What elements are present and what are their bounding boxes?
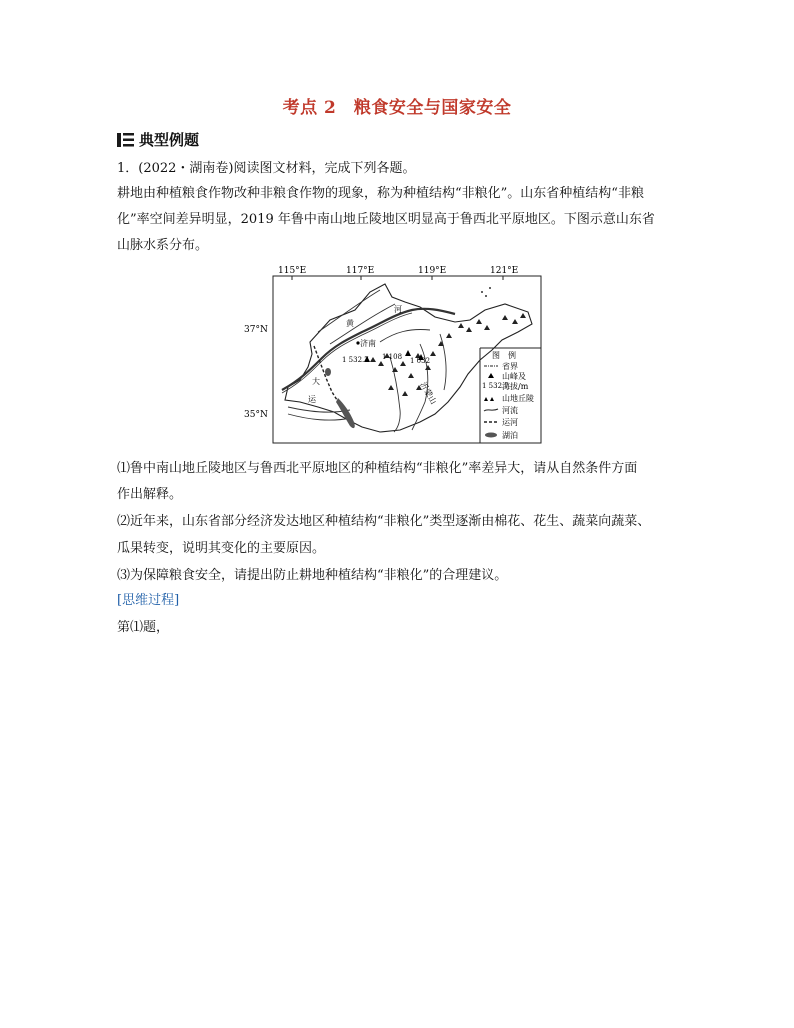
mountain-label: 沂蒙山 xyxy=(418,380,439,406)
passage-line-1: 耕地由种植粮食作物改种非粮食作物的现象，称为种植结构“非粮化”。山东省种植结构“非粮 xyxy=(117,186,644,201)
list-icon xyxy=(117,133,134,147)
legend-item-canal: 运河 xyxy=(502,418,518,427)
lat-label-35: 35°N xyxy=(244,410,268,420)
lon-label-115: 115°E xyxy=(278,266,307,276)
river-label-he: 河 xyxy=(394,305,402,314)
legend-title: 图 例 xyxy=(492,351,516,360)
answer-start: 第⑴题， xyxy=(117,620,170,635)
subquestion-1-line-1: ⑴鲁中南山地丘陵地区与鲁西北平原地区的种植结构“非粮化”率差异大，请从自然条件方面 xyxy=(117,461,638,476)
legend-item-border: 省界 xyxy=(502,362,518,371)
passage-line-2: 化”率空间差异明显，2019 年鲁中南山地丘陵地区明显高于鲁西北平原地区。下图示意山东省 xyxy=(117,212,655,227)
canal-label-2: 运 xyxy=(308,395,316,404)
lon-label-117: 117°E xyxy=(346,266,375,276)
question-intro: 1．(2022・湖南卷)阅读图文材料，完成下列各题。 xyxy=(117,161,416,176)
legend-item-river: 河流 xyxy=(502,406,518,415)
subquestion-2-line-1: ⑵近年来，山东省部分经济发达地区种植结构“非粮化”类型逐渐由棉花、花生、蔬菜向蔬菜、 xyxy=(117,514,651,529)
subquestion-1-line-2: 作出解释。 xyxy=(117,487,183,502)
legend-item-hills: 山地丘陵 xyxy=(502,394,534,403)
legend-item-peak: 山峰及 xyxy=(502,372,526,381)
peak-label-2: 1 108 xyxy=(382,353,403,361)
thinking-process-heading: [思维过程] xyxy=(117,593,180,608)
lon-label-119: 119°E xyxy=(418,266,447,276)
passage-line-3: 山脉水系分布。 xyxy=(117,238,209,253)
lat-label-37: 37°N xyxy=(244,325,268,335)
subquestion-3: ⑶为保障粮食安全，请提出防止耕地种植结构“非粮化”的合理建议。 xyxy=(117,568,508,583)
subquestion-2-line-2: 瓜果转变，说明其变化的主要原因。 xyxy=(117,541,326,556)
legend-sample-elev: 1 532.7 xyxy=(482,382,509,390)
legend-item-lake: 湖泊 xyxy=(502,431,518,440)
river-label-huang: 黄 xyxy=(346,319,354,328)
lon-label-121: 121°E xyxy=(490,266,519,276)
city-label-jinan: 济南 xyxy=(360,339,376,348)
peak-label-1: 1 532.7 xyxy=(342,356,369,364)
peak-label-3: 1 032 xyxy=(410,357,431,365)
section-heading xyxy=(117,129,199,150)
canal-label-1: 大 xyxy=(312,377,320,386)
section-label: 典型例题 xyxy=(139,131,200,149)
shandong-river-map xyxy=(244,262,545,447)
page-title: 考点 2 粮食安全与国家安全 xyxy=(282,98,512,118)
legend-item-elev: 海拔/m xyxy=(502,382,529,391)
